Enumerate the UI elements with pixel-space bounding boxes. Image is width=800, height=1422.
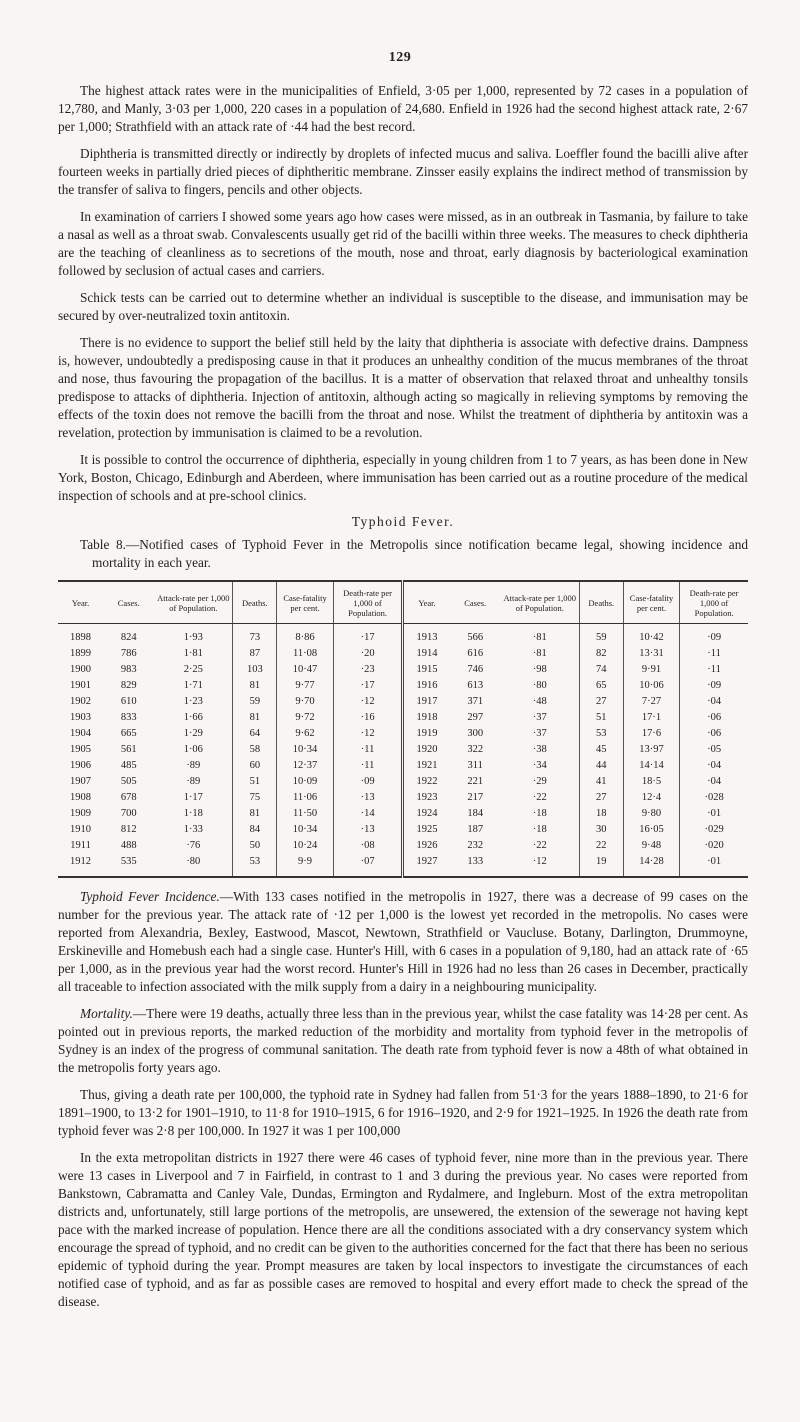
cell-year: 1917 — [403, 694, 450, 710]
cell-deaths: 84 — [233, 822, 277, 838]
paragraph-mortality — [58, 1005, 748, 1077]
cell-year: 1909 — [70, 808, 92, 819]
cell-year: 1920 — [403, 742, 450, 758]
col-header-attack-rate: Attack-rate per 1,000 of Population. — [154, 581, 232, 624]
cell-year: 1905 — [70, 744, 92, 755]
page-number: 129 — [388, 50, 412, 65]
cell-case-fatality: 17·6 — [623, 726, 679, 742]
cell-case-fatality: 9·77 — [277, 678, 333, 694]
cell-case-fatality: 9·70 — [277, 694, 333, 710]
table-row — [58, 854, 748, 877]
cell-death-rate: ·01 — [680, 806, 748, 822]
paragraph: In examination of carriers I showed some years ago how cases were missed, as in an outbreak in Tasmania, by failure to take a nasal as well as a throat swab. Convalescents usually get rid of the bacilli within three weeks. The measures to check diphtheria are the teaching of cleanliness as to secretions of the mouth, nose and throat, early diagnosis by bacteriological examination followed by seclusion of actual cases and carriers. — [58, 209, 748, 278]
cell-deaths: 59 — [233, 694, 277, 710]
cell-year: 1926 — [403, 838, 450, 854]
table-row — [58, 694, 748, 710]
table-row — [58, 758, 748, 774]
mortality-text: —There were 19 deaths, actually three less than in the previous year, whilst the case fatality was 14·28 per cent. As pointed out in previous reports, the marked reduction of the morbidity and mortality from typhoid fever in the metropolis of Sydney is an index of the progress of communal sanitation. The death rate from typhoid fever is now a 48th of what obtained in the metropolis forty years ago. — [58, 1006, 748, 1075]
cell-cases: 133 — [467, 856, 484, 867]
body-text — [58, 82, 748, 1320]
cell-deaths: 87 — [233, 646, 277, 662]
incidence-text: —With 133 cases notified in the metropolis in 1927, there was a decrease of 99 cases on the number for the previous year. The attack rate of ·12 per 1,000 is the lowest yet recorded in the metropolis. No cases were reported from Alexandria, Bexley, Eastwood, Mascot, Newtown, Strathfield or Vaucluse. Botany, Darlington, Drummoyne, Erskineville and Homebush each had a single case. Hunter's Hill, with 6 cases in a population of 9,180, had an attack rate of ·65 per 1,000, as in the previous year had the worst record. Hunter's Hill in 1926 had no less than 26 cases in December, practically all traceable to infection associated with the milk supply from a dairy in a neighbouring municipality. — [58, 889, 748, 994]
col-header-death-rate: Death-rate per 1,000 of Population. — [333, 581, 403, 624]
cell-attack-rate: 1·93 — [183, 632, 203, 643]
cell-case-fatality: 10·42 — [623, 624, 679, 647]
cell-cases: 824 — [120, 632, 137, 643]
cell-attack-rate: ·76 — [186, 840, 201, 851]
cell-deaths: 53 — [233, 854, 277, 877]
col-header-year: Year. — [58, 581, 103, 624]
cell-case-fatality: 9·91 — [623, 662, 679, 678]
table-row — [58, 646, 748, 662]
cell-attack-rate: 1·29 — [183, 728, 203, 739]
section-heading: Typhoid Fever. — [351, 514, 455, 529]
cell-cases: 786 — [120, 648, 137, 659]
table-row — [58, 838, 748, 854]
mortality-heading: Mortality. — [80, 1006, 133, 1021]
cell-case-fatality: 14·14 — [623, 758, 679, 774]
cell-attack-rate: ·37 — [532, 728, 547, 739]
cell-death-rate: ·17 — [333, 678, 403, 694]
cell-deaths: 19 — [579, 854, 623, 877]
paragraph: It is possible to control the occurrence of diphtheria, especially in young children from 1 to 7 years, as has been done in New York, Boston, Chicago, Edinburgh and Aberdeen, where immunisation has been carried out as a routine procedure of the medical inspection of schools and at pre-school clinics. — [58, 452, 748, 503]
cell-death-rate: ·05 — [680, 742, 748, 758]
cell-year: 1906 — [70, 760, 92, 771]
cell-case-fatality: 11·50 — [277, 806, 333, 822]
cell-deaths: 18 — [579, 806, 623, 822]
cell-case-fatality: 7·27 — [623, 694, 679, 710]
cell-case-fatality: 8·86 — [277, 624, 333, 647]
cell-death-rate: ·06 — [680, 726, 748, 742]
cell-cases: 566 — [467, 632, 484, 643]
cell-death-rate: ·13 — [333, 790, 403, 806]
cell-case-fatality: 16·05 — [623, 822, 679, 838]
cell-death-rate: ·06 — [680, 710, 748, 726]
cell-cases: 535 — [120, 856, 137, 867]
cell-case-fatality: 9·72 — [277, 710, 333, 726]
cell-case-fatality: 9·48 — [623, 838, 679, 854]
cell-attack-rate: ·37 — [532, 712, 547, 723]
cell-case-fatality: 10·09 — [277, 774, 333, 790]
cell-year: 1904 — [70, 728, 92, 739]
col-header-cases: Cases. — [450, 581, 501, 624]
cell-deaths: 103 — [233, 662, 277, 678]
cell-attack-rate: ·81 — [532, 648, 547, 659]
col-header-case-fatality: Case-fatality per cent. — [623, 581, 679, 624]
cell-deaths: 41 — [579, 774, 623, 790]
cell-deaths: 45 — [579, 742, 623, 758]
cell-year: 1923 — [403, 790, 450, 806]
cell-year: 1901 — [70, 680, 92, 691]
cell-cases: 184 — [467, 808, 484, 819]
cell-death-rate: ·20 — [333, 646, 403, 662]
cell-death-rate: ·11 — [333, 742, 403, 758]
col-header-cases: Cases. — [103, 581, 154, 624]
cell-death-rate: ·07 — [333, 854, 403, 877]
cell-attack-rate: ·22 — [532, 840, 547, 851]
cell-death-rate: ·11 — [333, 758, 403, 774]
cell-cases: 561 — [120, 744, 137, 755]
table-row — [58, 624, 748, 647]
cell-death-rate: ·17 — [333, 624, 403, 647]
paragraph: Thus, giving a death rate per 100,000, the typhoid rate in Sydney had fallen from 51·3 for the years 1888–1890, to 21·6 for 1891–1900, to 13·2 for 1901–1910, to 11·8 for 1910–1915, 6 for 1916–1920, and 2·9 for 1921–1925. In 1926 the death rate from typhoid fever was 2·8 per 100,000. In 1927 it was 1 per 100,000 — [58, 1087, 748, 1138]
cell-cases: 700 — [120, 808, 137, 819]
table-row — [58, 710, 748, 726]
cell-attack-rate: ·80 — [532, 680, 547, 691]
col-header-death-rate: Death-rate per 1,000 of Population. — [680, 581, 748, 624]
cell-deaths: 44 — [579, 758, 623, 774]
cell-death-rate: ·16 — [333, 710, 403, 726]
cell-deaths: 59 — [579, 624, 623, 647]
cell-cases: 488 — [120, 840, 137, 851]
cell-attack-rate: ·89 — [186, 760, 201, 771]
cell-death-rate: ·12 — [333, 694, 403, 710]
cell-attack-rate: ·12 — [532, 856, 547, 867]
cell-case-fatality: 13·97 — [623, 742, 679, 758]
cell-year: 1925 — [403, 822, 450, 838]
cell-year: 1902 — [70, 696, 92, 707]
col-header-year: Year. — [403, 581, 450, 624]
cell-case-fatality: 11·08 — [277, 646, 333, 662]
cell-year: 1915 — [403, 662, 450, 678]
cell-attack-rate: 1·23 — [183, 696, 203, 707]
cell-year: 1908 — [70, 792, 92, 803]
cell-year: 1927 — [403, 854, 450, 877]
cell-deaths: 51 — [579, 710, 623, 726]
cell-deaths: 22 — [579, 838, 623, 854]
table-row — [58, 662, 748, 678]
cell-attack-rate: ·81 — [532, 632, 547, 643]
cell-deaths: 75 — [233, 790, 277, 806]
cell-deaths: 73 — [233, 624, 277, 647]
cell-year: 1914 — [403, 646, 450, 662]
cell-deaths: 53 — [579, 726, 623, 742]
cell-case-fatality: 10·06 — [623, 678, 679, 694]
cell-cases: 678 — [120, 792, 137, 803]
cell-deaths: 27 — [579, 790, 623, 806]
cell-death-rate: ·09 — [680, 678, 748, 694]
cell-death-rate: ·028 — [680, 790, 748, 806]
cell-deaths: 65 — [579, 678, 623, 694]
table-row — [58, 790, 748, 806]
table-row — [58, 742, 748, 758]
cell-attack-rate: ·98 — [532, 664, 547, 675]
cell-cases: 746 — [467, 664, 484, 675]
col-header-case-fatality: Case-fatality per cent. — [277, 581, 333, 624]
cell-attack-rate: 2·25 — [183, 664, 203, 675]
table-body — [58, 624, 748, 878]
cell-year: 1918 — [403, 710, 450, 726]
paragraph: Diphtheria is transmitted directly or indirectly by droplets of infected mucus and saliva. Loeffler found the bacilli alive after fourteen weeks in partially dried pieces of diphtheritic membrane. Zinsser easily explains the indirect method of transmission by the transfer of saliva to fingers, pencils and other objects. — [58, 146, 748, 197]
paragraph: Schick tests can be carried out to determine whether an individual is susceptible to the disease, and immunisation may be secured by over-neutralized toxin antitoxin. — [58, 290, 748, 323]
cell-death-rate: ·020 — [680, 838, 748, 854]
cell-deaths: 81 — [233, 710, 277, 726]
cell-case-fatality: 14·28 — [623, 854, 679, 877]
cell-cases: 300 — [467, 728, 484, 739]
cell-case-fatality: 12·37 — [277, 758, 333, 774]
cell-cases: 217 — [467, 792, 484, 803]
cell-deaths: 51 — [233, 774, 277, 790]
cell-case-fatality: 9·80 — [623, 806, 679, 822]
cell-attack-rate: ·22 — [532, 792, 547, 803]
cell-year: 1924 — [403, 806, 450, 822]
cell-deaths: 81 — [233, 678, 277, 694]
cell-attack-rate: 1·18 — [183, 808, 203, 819]
cell-case-fatality: 17·1 — [623, 710, 679, 726]
cell-death-rate: ·23 — [333, 662, 403, 678]
cell-deaths: 60 — [233, 758, 277, 774]
col-header-deaths: Deaths. — [579, 581, 623, 624]
cell-deaths: 81 — [233, 806, 277, 822]
cell-attack-rate: 1·71 — [183, 680, 203, 691]
cell-death-rate: ·11 — [680, 662, 748, 678]
cell-cases: 833 — [120, 712, 137, 723]
cell-attack-rate: ·89 — [186, 776, 201, 787]
col-header-deaths: Deaths. — [233, 581, 277, 624]
cell-year: 1900 — [70, 664, 92, 675]
cell-cases: 613 — [467, 680, 484, 691]
cell-attack-rate: ·18 — [532, 808, 547, 819]
cell-death-rate: ·04 — [680, 694, 748, 710]
cell-cases: 505 — [120, 776, 137, 787]
cell-year: 1912 — [70, 856, 92, 867]
incidence-heading: Typhoid Fever Incidence. — [80, 889, 220, 904]
paragraph: In the exta metropolitan districts in 1927 there were 46 cases of typhoid fever, nine more than in the previous year. There were 13 cases in Liverpool and 7 in Fairfield, in contrast to 1 and 3 during the previous year. No cases were reported from Bankstown, Cabramatta and Canley Vale, Dundas, Ermington and Rydalmere, and Ingleburn. Most of the extra metropolitan districts and, unfortunately, still large portions of the metropolis, are unsewered, the extension of the sewerage not having kept pace with the marked increase of population. Hence there are all the conditions associated with a dry conservancy system which encourage the spread of typhoid, and no credit can be given to the authorities concerned for the fact that there has been no serious epidemic of typhoid during the year. Prompt measures are taken by local inspectors to investigate the circumstances of each notified case of typhoid, and as far as possible cases are removed to hospital and every effort made to check the spread of the disease. — [58, 1150, 748, 1309]
cell-case-fatality: 11·06 — [277, 790, 333, 806]
cell-cases: 485 — [120, 760, 137, 771]
cell-year: 1919 — [403, 726, 450, 742]
cell-attack-rate: ·18 — [532, 824, 547, 835]
cell-attack-rate: ·34 — [532, 760, 547, 771]
table-row — [58, 678, 748, 694]
cell-attack-rate: ·29 — [532, 776, 547, 787]
cell-deaths: 50 — [233, 838, 277, 854]
cell-death-rate: ·14 — [333, 806, 403, 822]
cell-attack-rate: ·38 — [532, 744, 547, 755]
cell-cases: 610 — [120, 696, 137, 707]
cell-death-rate: ·12 — [333, 726, 403, 742]
cell-death-rate: ·09 — [333, 774, 403, 790]
cell-death-rate: ·13 — [333, 822, 403, 838]
cell-cases: 983 — [120, 664, 137, 675]
cell-deaths: 74 — [579, 662, 623, 678]
cell-cases: 616 — [467, 648, 484, 659]
col-header-attack-rate: Attack-rate per 1,000 of Population. — [501, 581, 579, 624]
cell-attack-rate: 1·66 — [183, 712, 203, 723]
cell-deaths: 82 — [579, 646, 623, 662]
cell-case-fatality: 18·5 — [623, 774, 679, 790]
cell-year: 1913 — [403, 624, 450, 647]
cell-case-fatality: 10·24 — [277, 838, 333, 854]
cell-year: 1916 — [403, 678, 450, 694]
paragraph: The highest attack rates were in the municipalities of Enfield, 3·05 per 1,000, represented by 72 cases in a population of 12,780, and Manly, 3·03 per 1,000, 220 cases in a population of 24,680. Enfield in 1926 had the second highest attack rate, 2·67 per 1,000; Strathfield with an attack rate of ·44 had the best record. — [58, 83, 748, 134]
paragraph: There is no evidence to support the belief still held by the laity that diphtheria is associate with defective drains. Dampness is, however, undoubtedly a predisposing cause in that it produces an unhealthy condition of the mucus membranes of the throat and nose, thus favouring the propagation of the bacillus. It is a matter of observation that relaxed throat and unhealthy tonsils predispose to attacks of diphtheria. Injection of antitoxin, although acting so magically in relieving symptoms by removing the effects of the toxin does not remove the bacilli from the throat and nose. Whilst the treatment of diphtheria by antitoxin was a revelation, protection by immunisation is claimed to be a revolution. — [58, 335, 748, 440]
cell-attack-rate: 1·33 — [183, 824, 203, 835]
cell-case-fatality: 10·34 — [277, 822, 333, 838]
cell-cases: 812 — [120, 824, 137, 835]
cell-year: 1898 — [70, 632, 92, 643]
cell-year: 1910 — [70, 824, 92, 835]
cell-deaths: 58 — [233, 742, 277, 758]
table-row — [58, 726, 748, 742]
table-row — [58, 822, 748, 838]
typhoid-table — [58, 580, 748, 878]
cell-attack-rate: 1·81 — [183, 648, 203, 659]
cell-case-fatality: 9·62 — [277, 726, 333, 742]
table-header-row — [58, 581, 748, 624]
cell-cases: 829 — [120, 680, 137, 691]
cell-attack-rate: ·80 — [186, 856, 201, 867]
cell-cases: 311 — [467, 760, 483, 771]
cell-death-rate: ·08 — [333, 838, 403, 854]
cell-attack-rate: ·48 — [532, 696, 547, 707]
cell-cases: 297 — [467, 712, 484, 723]
cell-year: 1922 — [403, 774, 450, 790]
cell-attack-rate: 1·17 — [183, 792, 203, 803]
cell-year: 1899 — [70, 648, 92, 659]
cell-deaths: 27 — [579, 694, 623, 710]
cell-death-rate: ·01 — [680, 854, 748, 877]
cell-cases: 187 — [467, 824, 484, 835]
cell-cases: 322 — [467, 744, 484, 755]
cell-deaths: 30 — [579, 822, 623, 838]
cell-death-rate: ·04 — [680, 758, 748, 774]
cell-death-rate: ·029 — [680, 822, 748, 838]
cell-cases: 221 — [467, 776, 484, 787]
cell-death-rate: ·11 — [680, 646, 748, 662]
cell-death-rate: ·09 — [680, 624, 748, 647]
cell-case-fatality: 10·34 — [277, 742, 333, 758]
cell-year: 1903 — [70, 712, 92, 723]
cell-attack-rate: 1·06 — [183, 744, 203, 755]
table-row — [58, 774, 748, 790]
cell-case-fatality: 10·47 — [277, 662, 333, 678]
paragraph-incidence — [58, 888, 748, 996]
cell-cases: 232 — [467, 840, 484, 851]
cell-case-fatality: 13·31 — [623, 646, 679, 662]
cell-deaths: 64 — [233, 726, 277, 742]
cell-year: 1907 — [70, 776, 92, 787]
cell-cases: 371 — [467, 696, 484, 707]
table-row — [58, 806, 748, 822]
table-caption: Table 8.—Notified cases of Typhoid Fever in the Metropolis since notification became legal, showing incidence and mortality in each year. — [80, 537, 748, 570]
cell-death-rate: ·04 — [680, 774, 748, 790]
cell-cases: 665 — [120, 728, 137, 739]
cell-year: 1911 — [70, 840, 91, 851]
cell-case-fatality: 12·4 — [623, 790, 679, 806]
cell-case-fatality: 9·9 — [277, 854, 333, 877]
cell-year: 1921 — [403, 758, 450, 774]
